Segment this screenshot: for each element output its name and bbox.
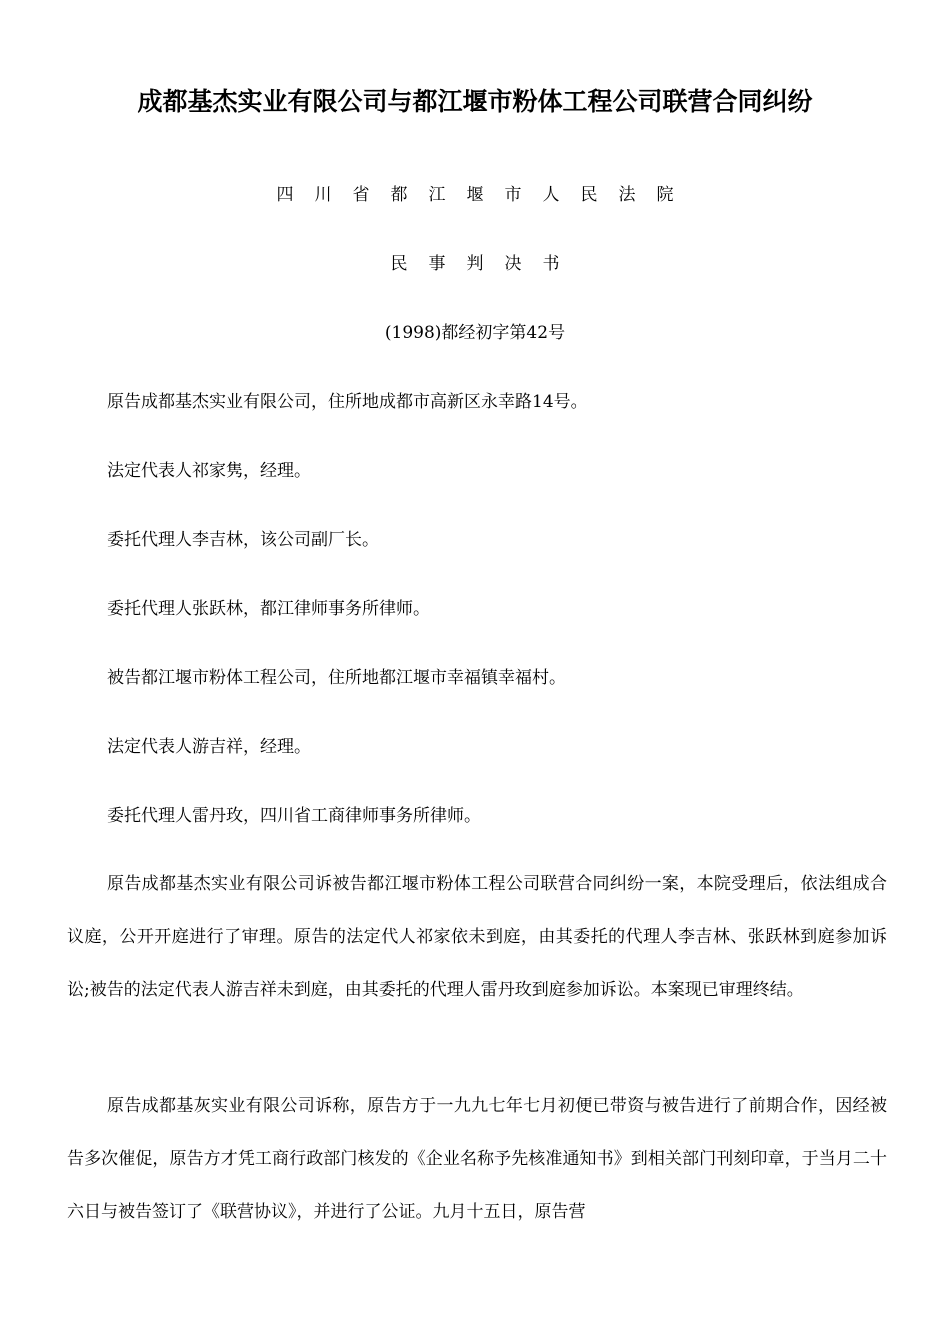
paragraph-plaintiff-claim: 原告成都基灰实业有限公司诉称，原告方于一九九七年七月初便已带资与被告进行了前期合作，因经被告多次催促，原告方才凭工商行政部门核发的《企业名称予先核准通知书》到相关部门刊刻印章，于当月二十六日与被告签订了《联营协议》，并进行了公证。九月十五日，原告营 [67, 1096, 887, 1222]
court-name: 四川省都江堰市人民法院 [276, 185, 695, 205]
party-defendant: 被告都江堰市粉体工程公司，住所地都江堰市幸福镇幸福村。 [107, 668, 566, 688]
document-title: 成都基杰实业有限公司与都江堰市粉体工程公司联营合同纠纷 [137, 87, 813, 116]
party-defendant-agent: 委托代理人雷丹玫，四川省工商律师事务所律师。 [107, 806, 481, 826]
party-plaintiff-agent-1: 委托代理人李吉林，该公司副厂长。 [107, 530, 379, 550]
document-type: 民事判决书 [390, 254, 581, 274]
party-plaintiff-legal-rep: 法定代表人祁家隽，经理。 [107, 461, 311, 481]
party-plaintiff-agent-2: 委托代理人张跃林，都江律师事务所律师。 [107, 599, 430, 619]
paragraph-case-intro: 原告成都基杰实业有限公司诉被告都江堰市粉体工程公司联营合同纠纷一案，本院受理后，依法组成合议庭，公开开庭进行了审理。原告的法定代人祁家依未到庭，由其委托的代理人李吉林、张跃林到庭参加诉讼;被告的法定代表人游吉祥未到庭，由其委托的代理人雷丹玫到庭参加诉讼。本案现已审理终结。 [67, 874, 887, 1000]
case-number: (1998)都经初字第42号 [384, 323, 566, 343]
party-plaintiff: 原告成都基杰实业有限公司，住所地成都市高新区永幸路14号。 [107, 392, 588, 412]
party-defendant-legal-rep: 法定代表人游吉祥，经理。 [107, 737, 311, 757]
